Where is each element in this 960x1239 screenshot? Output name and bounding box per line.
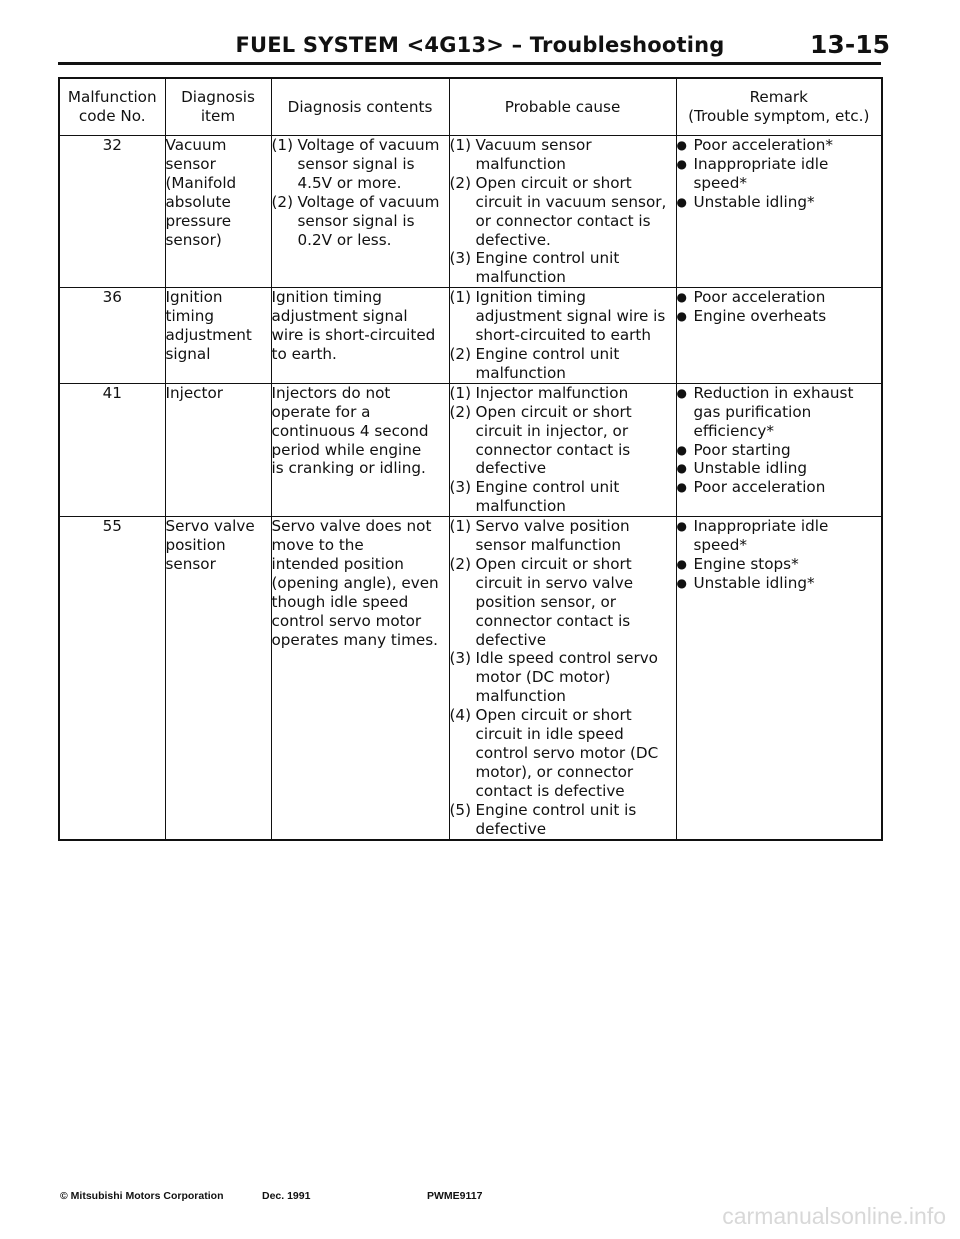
entry-number: (2) — [449, 554, 472, 573]
probable-cause — [449, 517, 676, 840]
probable-cause-entry — [450, 649, 676, 706]
probable-cause-entry — [450, 288, 676, 345]
diagnosis-contents-line: adjustment signal — [271, 307, 408, 326]
entry-text-line: circuit in injector, or — [475, 421, 629, 440]
probable-cause-entry — [450, 136, 676, 174]
page-number: 13-15 — [810, 30, 890, 59]
probable-cause — [449, 288, 676, 384]
remark-text-line: gas purification — [693, 402, 812, 421]
entry-number: (3) — [449, 249, 472, 268]
entry-text-line: Engine control unit is — [475, 800, 637, 819]
diagnosis-item-line: sensor) — [165, 230, 222, 249]
entry-text-line: defective. — [475, 230, 551, 249]
entry-text-line: contact is defective — [475, 781, 625, 800]
remark-text-line: Poor acceleration* — [693, 136, 833, 154]
remark-entry — [677, 459, 882, 478]
entry-text-line: malfunction — [475, 268, 566, 287]
watermark: carmanualsonline.info — [722, 1203, 946, 1229]
diagnosis-item — [165, 136, 271, 288]
bullet-icon: ● — [676, 556, 687, 571]
entry-number: (1) — [449, 136, 472, 154]
malfunction-code: 41 — [59, 383, 165, 516]
diagnosis-item-line: Injector — [165, 383, 224, 402]
entry-text — [476, 136, 676, 174]
entry-text — [476, 555, 676, 650]
remark-entry — [677, 307, 882, 326]
diagnosis-contents-line: operate for a — [271, 402, 371, 421]
diagnosis-contents — [271, 136, 449, 288]
entry-text — [476, 478, 676, 516]
table-row — [59, 288, 882, 384]
diagnosis-contents-line: to earth. — [271, 344, 337, 363]
remark-text-line: Poor starting — [693, 440, 791, 459]
entry-number: (2) — [449, 402, 472, 421]
probable-cause-entry — [450, 384, 676, 403]
diagnosis-item — [165, 383, 271, 516]
remark-text — [694, 384, 882, 441]
entry-text — [476, 249, 676, 287]
entry-text — [476, 649, 676, 706]
footer-date: Dec. 1991 — [262, 1190, 311, 1202]
bullet-icon: ● — [676, 194, 687, 209]
remark-text-line: speed* — [693, 173, 747, 192]
diagnosis-item — [165, 288, 271, 384]
entry-text-line: Vacuum sensor — [475, 136, 592, 154]
remark-text — [694, 441, 882, 460]
entry-text-line: Open circuit or short — [475, 554, 632, 573]
remark-text-line: Inappropriate idle — [693, 517, 829, 536]
column-header-line: Diagnosis contents — [287, 97, 433, 116]
bullet-icon: ● — [676, 480, 687, 495]
remark-text-line: Engine stops* — [693, 554, 799, 573]
remark-entry — [677, 478, 882, 497]
probable-cause-entry — [450, 345, 676, 383]
malfunction-code: 36 — [59, 288, 165, 384]
entry-number: (2) — [449, 344, 472, 363]
entry-text-line: Idle speed control servo — [475, 649, 658, 668]
diagnosis-item-line: adjustment — [165, 326, 252, 345]
diagnosis-contents-entry — [272, 136, 449, 193]
entry-text — [476, 801, 676, 839]
remark-text-line: Poor acceleration — [693, 288, 826, 307]
diagnosis-contents-line: Servo valve does not — [271, 517, 432, 536]
entry-text-line: connector contact is — [475, 611, 631, 630]
entry-text-line: motor (DC motor) — [475, 668, 611, 687]
diagnosis-item-line: Ignition — [165, 288, 223, 307]
entry-text-line: 4.5V or more. — [297, 173, 402, 192]
column-header — [59, 78, 165, 136]
diagnosis-contents-line: move to the — [271, 536, 364, 555]
malfunction-code: 55 — [102, 517, 122, 536]
entry-text-line: Voltage of vacuum — [297, 192, 440, 211]
entry-text-line: Voltage of vacuum — [297, 136, 440, 154]
entry-number: (3) — [449, 649, 472, 668]
column-header-line: Diagnosis — [181, 88, 255, 107]
entry-text-line: malfunction — [475, 154, 566, 173]
entry-text-line: Open circuit or short — [475, 402, 632, 421]
remark-text-line: efficiency* — [693, 421, 774, 440]
entry-text — [476, 345, 676, 383]
remark-entry — [677, 384, 882, 441]
diagnosis-item-line: pressure — [165, 211, 232, 230]
diagnosis-contents-line: wire is short-circuited — [271, 326, 436, 345]
diagnosis-contents-line: though idle speed — [271, 592, 409, 611]
entry-text-line: Engine control unit — [475, 478, 620, 497]
entry-text-line: circuit in idle speed — [475, 725, 624, 744]
remark-text — [694, 307, 882, 326]
entry-number: (4) — [449, 706, 472, 725]
diagnosis-item-line: position — [165, 536, 226, 555]
entry-text-line: Servo valve position — [475, 517, 630, 536]
diagnosis-item-line: absolute — [165, 192, 231, 211]
remark-text — [694, 288, 882, 307]
diagnosis-item-line: sensor — [165, 554, 216, 573]
remark-text-line: Engine overheats — [693, 307, 827, 326]
remark-entry — [677, 288, 882, 307]
remark-text — [694, 459, 882, 478]
remark-entry — [677, 441, 882, 460]
remark — [676, 517, 882, 840]
diagnosis-contents-line: intended position — [271, 554, 404, 573]
diagnosis-item-line: sensor — [165, 154, 216, 173]
remark-entry — [677, 555, 882, 574]
diagnosis-contents-line: operates many times. — [271, 630, 438, 649]
entry-text — [476, 517, 676, 555]
entry-text-line: sensor malfunction — [475, 536, 622, 555]
entry-text-line: malfunction — [475, 497, 566, 516]
probable-cause — [449, 383, 676, 516]
column-header-line: code No. — [78, 107, 146, 125]
remark-entry — [677, 155, 882, 193]
bullet-icon: ● — [676, 309, 687, 324]
column-header-line: Malfunction — [67, 88, 157, 107]
probable-cause-entry — [450, 706, 676, 801]
page-title: FUEL SYSTEM <4G13> – Troubleshooting — [235, 33, 725, 57]
remark-entry — [677, 517, 882, 555]
column-header — [271, 78, 449, 136]
diagnosis-item-line: Vacuum — [165, 136, 227, 154]
table-row — [59, 517, 882, 840]
entry-text — [476, 706, 676, 801]
remark-text-line: Unstable idling — [693, 459, 808, 478]
entry-text — [476, 403, 676, 479]
entry-number: (1) — [449, 517, 472, 536]
bullet-icon: ● — [676, 575, 687, 590]
diagnosis-contents-entry — [272, 193, 449, 250]
entry-text — [298, 193, 449, 250]
probable-cause-entry — [450, 403, 676, 479]
footer-copyright: © Mitsubishi Motors Corporation — [60, 1190, 224, 1202]
probable-cause-entry — [450, 478, 676, 516]
entry-text-line: connector contact is — [475, 440, 631, 459]
entry-text-line: defective — [475, 819, 547, 838]
bullet-icon: ● — [676, 156, 687, 171]
entry-text-line: 0.2V or less. — [297, 230, 392, 249]
table-row — [59, 136, 882, 288]
entry-number: (1) — [449, 383, 472, 402]
column-header-line: (Trouble symptom, etc.) — [688, 107, 870, 125]
entry-text — [476, 384, 676, 403]
diagnosis-contents-line: continuous 4 second — [271, 421, 429, 440]
diagnosis-item-line: Servo valve — [165, 517, 255, 536]
remark — [676, 288, 882, 384]
probable-cause-entry — [450, 174, 676, 250]
entry-text-line: Injector malfunction — [475, 383, 629, 402]
remark-text — [694, 517, 882, 555]
entry-text-line: Open circuit or short — [475, 706, 632, 725]
remark-text — [694, 478, 882, 497]
remark-text-line: Unstable idling* — [693, 192, 815, 211]
entry-text-line: Engine control unit — [475, 344, 620, 363]
entry-number: (3) — [449, 478, 472, 497]
remark-entry — [677, 193, 882, 212]
remark-text-line: Reduction in exhaust — [693, 383, 854, 402]
entry-number: (1) — [271, 136, 294, 154]
probable-cause — [449, 136, 676, 288]
entry-text-line: Open circuit or short — [475, 173, 632, 192]
entry-number: (1) — [449, 288, 472, 307]
entry-text-line: adjustment signal wire is — [475, 307, 666, 326]
bullet-icon: ● — [676, 385, 687, 400]
diagnosis-contents — [271, 288, 449, 384]
column-header-line: Remark — [749, 88, 808, 107]
diagnosis-contents-line: is cranking or idling. — [271, 459, 426, 478]
remark-text — [694, 193, 882, 212]
entry-number: (5) — [449, 800, 472, 819]
remark-text — [694, 574, 882, 593]
diagnosis-contents — [271, 383, 449, 516]
entry-text-line: malfunction — [475, 687, 566, 706]
header-rule — [58, 62, 881, 65]
bullet-icon: ● — [676, 461, 687, 476]
entry-text-line: short-circuited to earth — [475, 326, 652, 345]
diagnosis-contents-line: period while engine — [271, 440, 422, 459]
entry-text-line: control servo motor (DC — [475, 744, 659, 762]
entry-text — [476, 174, 676, 250]
remark-entry — [677, 136, 882, 155]
remark-entry — [677, 574, 882, 593]
remark-text — [694, 555, 882, 574]
diagnosis-item-line: signal — [165, 344, 211, 363]
column-header — [676, 78, 882, 136]
entry-text-line: Engine control unit — [475, 249, 620, 268]
diagnosis-item — [165, 517, 271, 840]
table-header-row — [59, 78, 882, 136]
entry-number: (2) — [271, 192, 294, 211]
diagnosis-contents-line: Injectors do not — [271, 383, 391, 402]
entry-text-line: circuit in vacuum sensor, — [475, 192, 667, 211]
entry-text-line: position sensor, or — [475, 592, 617, 611]
remark-text-line: speed* — [693, 536, 747, 555]
diagnosis-contents — [271, 517, 449, 840]
remark-text-line: Unstable idling* — [693, 573, 815, 592]
entry-text-line: or connector contact is — [475, 211, 651, 230]
entry-text-line: circuit in servo valve — [475, 573, 634, 592]
bullet-icon: ● — [676, 519, 687, 534]
probable-cause-entry — [450, 517, 676, 555]
column-header — [165, 78, 271, 136]
column-header-line: Probable cause — [504, 97, 621, 116]
malfunction-code: 32 — [59, 136, 165, 288]
probable-cause-entry — [450, 249, 676, 287]
remark-text-line: Poor acceleration — [693, 478, 826, 497]
entry-text — [298, 136, 449, 193]
remark-text — [694, 136, 882, 155]
entry-text-line: sensor signal is — [297, 211, 415, 230]
diagnosis-item-line: timing — [165, 307, 214, 326]
diagnosis-contents-line: (opening angle), even — [271, 573, 439, 592]
column-header — [449, 78, 676, 136]
entry-text-line: sensor signal is — [297, 154, 415, 173]
bullet-icon: ● — [676, 290, 687, 305]
table-row — [59, 383, 882, 516]
probable-cause-entry — [450, 555, 676, 650]
entry-text-line: defective — [475, 630, 547, 649]
entry-text-line: Ignition timing — [475, 288, 586, 307]
bullet-icon: ● — [676, 138, 687, 152]
diagnosis-contents-line: Ignition timing — [271, 288, 382, 307]
remark — [676, 383, 882, 516]
footer-doc-code: PWME9117 — [427, 1190, 483, 1202]
entry-number: (2) — [449, 173, 472, 192]
troubleshooting-table — [58, 77, 883, 841]
entry-text-line: malfunction — [475, 363, 566, 382]
diagnosis-contents-line: control servo motor — [271, 611, 422, 630]
bullet-icon: ● — [676, 442, 687, 457]
remark — [676, 136, 882, 288]
column-header-line: item — [200, 107, 236, 125]
probable-cause-entry — [450, 801, 676, 839]
entry-text — [476, 288, 676, 345]
entry-text-line: defective — [475, 459, 547, 478]
remark-text-line: Inappropriate idle — [693, 154, 829, 173]
diagnosis-item-line: (Manifold — [165, 173, 237, 192]
entry-text-line: motor), or connector — [475, 762, 634, 781]
remark-text — [694, 155, 882, 193]
